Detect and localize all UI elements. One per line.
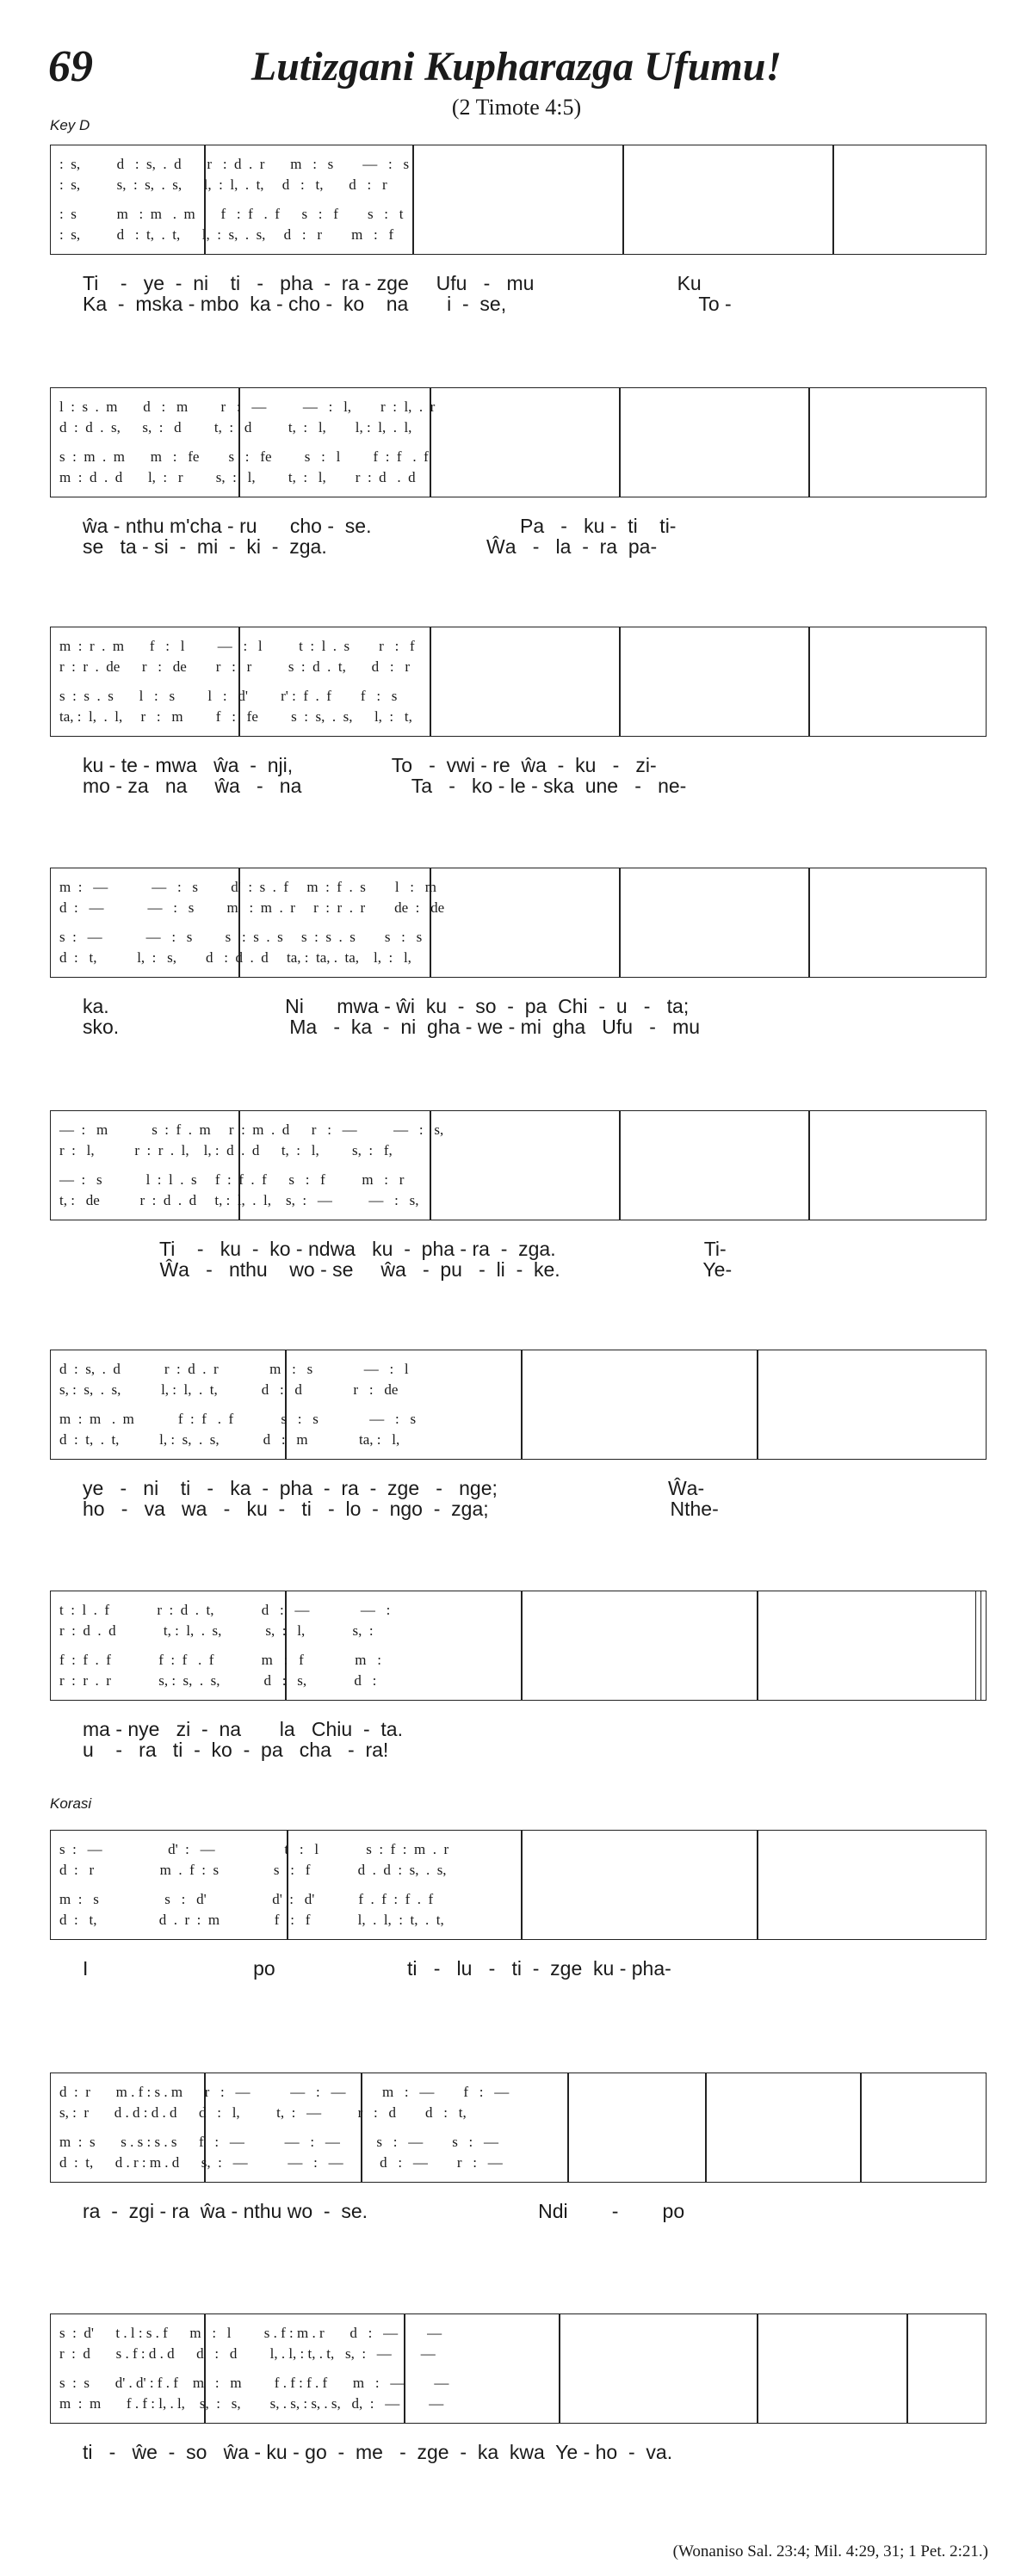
solfa-row: r : d . d t, : l, . s, s, : l, s, : (59, 1622, 374, 1639)
solfa-row: t, : de r : d . d t, : l, . l, s, : — — : s, (59, 1192, 419, 1208)
lyric-line: u - ra ti - ko - pa cha - ra! (83, 1739, 389, 1761)
solfa-row: d : — — : s m : m . r r : r . r de : de (59, 899, 445, 916)
solfa-row: d : s, . d r : d . r m : s — : l (59, 1361, 409, 1377)
staff-system (50, 2073, 987, 2183)
solfa-row: l : s . m d : m r : — — : l, r : l, . r (59, 398, 436, 415)
staff-system (50, 387, 987, 497)
scripture-reference: (2 Timote 4:5) (451, 95, 582, 120)
lyric-line: mo - za na ŵa - na Ta - ko - le - ska une - ne- (83, 775, 687, 797)
staff-system (50, 145, 987, 255)
solfa-row: m : m . m f : f . f s : s — : s (59, 1411, 417, 1427)
staff-system (50, 1350, 987, 1460)
solfa-row: s, : s, . s, l, : l, . t, d : d r : de (59, 1381, 399, 1398)
staff-system (50, 1830, 987, 1940)
solfa-row: d : t, d . r : m . d s, : — — : — d : — r : — (59, 2154, 503, 2171)
lyric-line: Ka - mska - mbo ka - cho - ko na i - se, To - (83, 293, 732, 315)
lyric-line: Ŵa - nthu wo - se ŵa - pu - li - ke. Ye- (83, 1258, 733, 1281)
solfa-row: : s, s, : s, . s, l, : l, . t, d : t, d : r (59, 176, 387, 193)
lyric-line: ku - te - mwa ŵa - nji, To - vwi - re ŵa - ku - zi- (83, 754, 657, 776)
solfa-row: r : l, r : r . l, l, : d . d t, : l, s, : f, (59, 1142, 393, 1158)
lyric-line: Ti - ye - ni ti - pha - ra - zge Ufu - mu Ku (83, 272, 702, 294)
staff-system (50, 868, 987, 978)
hymn-number: 69 (48, 42, 93, 91)
solfa-row: ta, : l, . l, r : m f : fe s : s, . s, l, : t, (59, 708, 412, 725)
solfa-row: d : r m . f : s . m r : — — : — m : — f : — (59, 2084, 510, 2100)
lyric-line: ye - ni ti - ka - pha - ra - zge - nge; Ŵa- (83, 1477, 705, 1499)
solfa-row: s : s d' . d' : f . f m : m f . f : f . f m : — — (59, 2375, 449, 2391)
solfa-row: : s m : m . m f : f . f s : f s : t (59, 206, 404, 222)
solfa-row: s : d' t . l : s . f m : l s . f : m . r d : — — (59, 2325, 442, 2341)
solfa-row: s : s . s l : s l : d' r' : f . f f : s (59, 688, 398, 704)
lyric-line: ka. Ni mwa - ŵi ku - so - pa Chi - u - ta; (83, 995, 690, 1017)
solfa-row: s : — d' : — t : l s : f : m . r (59, 1841, 449, 1857)
hymn-title: Lutizgani Kupharazga Ufumu! (251, 44, 782, 90)
lyric-line: se ta - si - mi - ki - zga. Ŵa - la - ra pa- (83, 535, 658, 558)
key-label: Key D (50, 117, 90, 133)
solfa-row: m : m f . f : l, . l, s, : s, s, . s, : s, . s, d, : — — (59, 2395, 444, 2412)
lyric-line: sko. Ma - ka - ni gha - we - mi gha Ufu - mu (83, 1016, 701, 1038)
solfa-row: d : r m . f : s s : f d . d : s, . s, (59, 1862, 447, 1878)
lyric-line: ra - zgi - ra ŵa - nthu wo - se. Ndi - po (83, 2200, 685, 2222)
solfa-row: — : s l : l . s f : f . f s : f m : r (59, 1171, 405, 1188)
staff-system (50, 1110, 987, 1220)
staff-system (50, 627, 987, 737)
solfa-row: s, : r d . d : d . d d : l, t, : — r : d d : t, (59, 2104, 467, 2121)
solfa-row: d : d . s, s, : d t, : d t, : l, l, : l, . l, (59, 419, 412, 436)
solfa-row: m : d . d l, : r s, : l, t, : l, r : d . d (59, 469, 416, 485)
solfa-row: m : s s . s : s . s f : — — : — s : — s : — (59, 2134, 499, 2150)
solfa-row: m : — — : s d' : s . f m : f . s l : m (59, 879, 436, 895)
staff-system (50, 2313, 987, 2424)
lyric-line: I po ti - lu - ti - zge ku - pha- (83, 1957, 671, 1980)
lyric-line: ho - va wa - ku - ti - lo - ngo - zga; Nthe- (83, 1498, 719, 1520)
solfa-row: r : r . de r : de r : r s : d . t, d : r (59, 658, 411, 675)
footnote: (Wonaniso Sal. 23:4; Mil. 4:29, 31; 1 Pet. 2:21.) (672, 2542, 988, 2561)
solfa-row: — : m s : f . m r : m . d r : — — : s, (59, 1121, 444, 1138)
solfa-row: r : r . r s, : s, . s, d : s, d : (59, 1672, 377, 1689)
solfa-row: t : l . f r : d . t, d : — — : (59, 1602, 391, 1618)
solfa-row: : s, d : t, . t, l, : s, . s, d : r m : f (59, 226, 394, 243)
lyric-line: ti - ŵe - so ŵa - ku - go - me - zge - ka kwa Ye - ho - va. (83, 2441, 673, 2463)
solfa-row: f : f . f f : f . f m : f m : (59, 1652, 381, 1668)
lyric-line: ma - nye zi - na la Chiu - ta. (83, 1718, 403, 1740)
solfa-row: m : s s : d' d' : d' f . f : f . f (59, 1891, 434, 1907)
solfa-row: : s, d : s, . d r : d . r m : s — : s (59, 156, 410, 172)
solfa-row: d : t, l, : s, d : d . d ta, : ta, . ta, l, : l, (59, 949, 411, 966)
solfa-row: s : — — : s s : s . s s : s . s s : s (59, 929, 423, 945)
solfa-row: r : d s . f : d . d d : d l, . l, : t, . t, s, : — — (59, 2345, 436, 2362)
staff-system (50, 1591, 987, 1701)
chorus-label: Korasi (50, 1795, 92, 1812)
solfa-row: s : m . m m : fe s : fe s : l f : f . f (59, 448, 429, 465)
lyric-line: Ti - ku - ko - ndwa ku - pha - ra - zga. Ti- (83, 1238, 727, 1260)
solfa-row: d : t, . t, l, : s, . s, d : m ta, : l, (59, 1431, 400, 1448)
solfa-row: d : t, d . r : m f : f l, . l, : t, . t, (59, 1912, 444, 1928)
solfa-row: m : r . m f : l — : l t : l . s r : f (59, 638, 415, 654)
lyric-line: ŵa - nthu m'cha - ru cho - se. Pa - ku - ti ti- (83, 515, 677, 537)
